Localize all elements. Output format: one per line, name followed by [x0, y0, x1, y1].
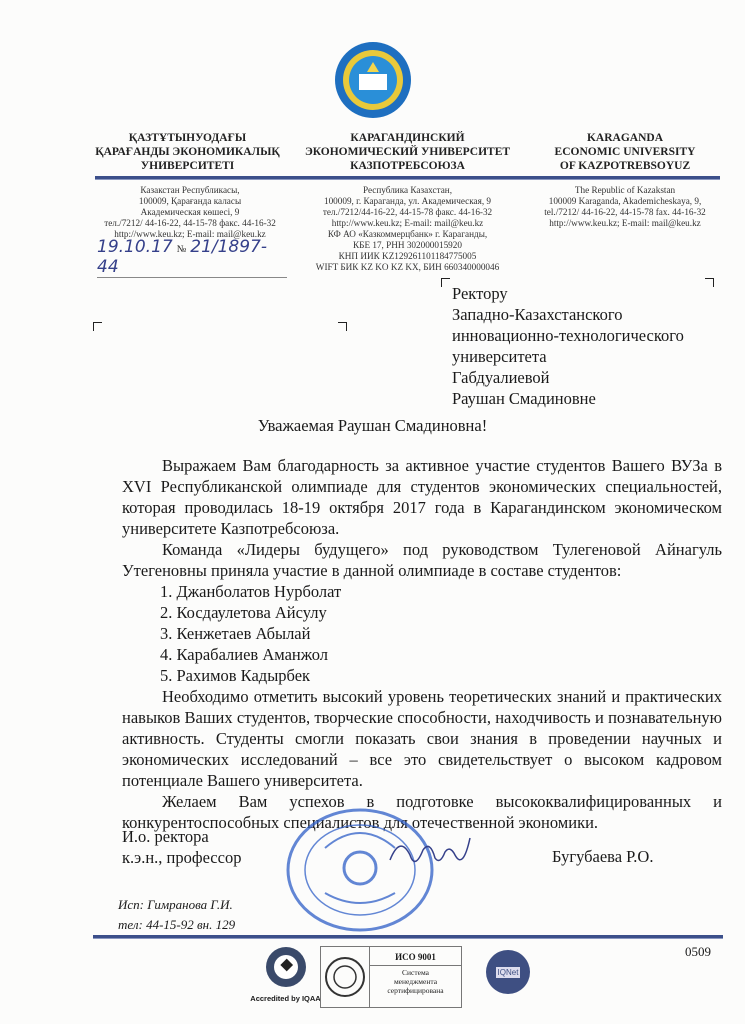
address-line: Республика Казахстан, [362, 185, 453, 195]
address-kz [90, 185, 290, 240]
iso-text-line: Система [402, 968, 429, 977]
kz-name-line: ҚАРАҒАНДЫ ЭКОНОМИКАЛЫҚ [95, 146, 280, 158]
address-line: http://www.keu.kz; E-mail: mail@keu.kz [549, 218, 701, 228]
paragraph: Необходимо отметить высокий уровень теоретических знаний и практических навыков Ваших студентов, творческие способности, находчивость и познавательную активность. Студенты смогли показать свои знания в проведении научных и экономических исследований – все это свидетельствует о высоком кадровом потенциале Вашего университета. [122, 687, 722, 790]
address-line: http://www.keu.kz; E-mail: mail@keu.kz [114, 229, 266, 239]
iqaa-label: Accredited by IQAA [250, 994, 321, 1003]
paragraph: Команда «Лидеры будущего» под руководством Тулегеновой Айнагуль Утегеновны приняла участие в данной олимпиаде в составе студентов: [122, 540, 722, 580]
addressee-line: инновационно-технологического [452, 326, 684, 345]
header-rule [95, 176, 720, 180]
student-item: 2. Косдаулетова Айсулу [160, 603, 327, 622]
signatory-degree: к.э.н., профессор [122, 848, 242, 867]
header-ru [300, 131, 515, 173]
document-code: 0509 [685, 944, 711, 959]
handwritten-number: 21/1897-44 [97, 237, 268, 277]
executor-phone: тел: 44-15-92 вн. 129 [118, 917, 236, 932]
address-line: 100009 Karaganda, Akademicheskaya, 9, [548, 196, 702, 206]
student-item: 1. Джанболатов Нурболат [160, 582, 342, 601]
signatory-name: Бугубаева Р.О. [552, 847, 654, 866]
student-list [122, 581, 722, 686]
en-name-line: KARAGANDA [586, 132, 664, 144]
address-line: тел./7212/44-16-22, 44-15-78 факс. 44-16-32 [322, 207, 493, 217]
en-name-line: OF KAZPOTREBSOYUZ [559, 160, 691, 172]
address-line: КБЕ 17, РНН 302000015920 [353, 240, 462, 250]
address-en [525, 185, 725, 229]
signatory-position: И.о. ректора [122, 827, 209, 846]
corner-mark [93, 322, 102, 331]
address-line: http://www.keu.kz; E-mail: mail@keu.kz [331, 218, 484, 228]
kz-name-line: ҚАЗТҰТЫНУОДАҒЫ [128, 132, 247, 144]
footer-rule [93, 935, 723, 939]
student-item: 3. Кенжетаев Абылай [160, 624, 311, 643]
addressee-line: Габдуалиевой [452, 368, 550, 387]
corner-mark [441, 278, 450, 287]
iso-title: ИСО 9001 [370, 952, 461, 966]
addressee-line: Раушан Смадиновне [452, 389, 596, 408]
letter-body [122, 455, 722, 833]
iso-seal-icon [321, 947, 370, 1007]
iqaa-logo [248, 945, 323, 1003]
iqaa-badge-icon [264, 945, 308, 989]
address-line: Казакстан Республикасы, [140, 185, 240, 195]
addressee-line: университета [452, 347, 547, 366]
student-item: 4. Карабалиев Аманжол [160, 645, 329, 664]
salutation: Уважаемая Раушан Смадиновна! [257, 416, 488, 435]
kz-name-line: УНИВЕРСИТЕТІ [140, 160, 235, 172]
corner-mark [338, 322, 347, 331]
student-item: 5. Рахимов Кадырбек [160, 666, 311, 685]
address-line: 100009, Қарағанда каласы [138, 196, 242, 206]
en-name-line: ECONOMIC UNIVERSITY [554, 146, 696, 158]
addressee-block [452, 283, 684, 409]
address-line: The Republic of Kazakstan [574, 185, 676, 195]
header-en [530, 131, 720, 173]
address-line: КФ АО «Казкоммерцбанк» г. Караганды, [327, 229, 488, 239]
address-line: Академическая көшесі, 9 [140, 207, 240, 217]
ru-name-line: КАЗПОТРЕБСОЮЗА [350, 160, 465, 172]
addressee-line: Ректору [452, 284, 508, 303]
paragraph: Желаем Вам успехов в подготовке высококвалифицированных и конкурентоспособных специалистов для отечественной экономики. [122, 792, 722, 832]
header-kz [95, 131, 280, 173]
ru-name-line: ЭКОНОМИЧЕСКИЙ УНИВЕРСИТЕТ [304, 146, 511, 158]
address-line: КНП ИИК KZ129261101184775005 [338, 251, 477, 261]
handwritten-date: 19.10.17 [97, 237, 173, 257]
corner-mark [705, 278, 714, 287]
iqnet-label: IQNet [497, 967, 519, 977]
paragraph: Выражаем Вам благодарность за активное участие студентов Вашего ВУЗа в XVI Республиканской олимпиаде для студентов экономических специальностей, которая проводилась 18-19 октября 2017 года в Карагандинском экономическом университете Казпотребсоюза. [122, 456, 722, 538]
outgoing-reference [97, 237, 287, 278]
addressee-line: Западно-Казахстанского [452, 305, 623, 324]
iso-text-line: менеджмента [393, 977, 438, 986]
address-line: 100009, г. Караганда, ул. Академическая, 9 [323, 196, 492, 206]
signature-scribble [385, 830, 475, 875]
executor-name: Исп: Гимранова Г.И. [118, 897, 233, 912]
number-sign: № [176, 244, 187, 255]
iqnet-logo [486, 950, 530, 994]
signatory-title [122, 826, 241, 868]
iso-certificate-box [320, 946, 462, 1008]
address-line: tel./7212/ 44-16-22, 44-15-78 fax. 44-16-32 [544, 207, 706, 217]
university-logo [333, 40, 413, 120]
executor-info [118, 895, 235, 935]
address-ru [305, 185, 510, 273]
address-line: WIFT БИК KZ KO KZ KX, БИН 660340000046 [315, 262, 500, 272]
address-line: тел./7212/ 44-16-22, 44-15-78 факс. 44-16-32 [104, 218, 276, 228]
ru-name-line: КАРАГАНДИНСКИЙ [350, 132, 465, 144]
iso-text-line: сертифицирована [387, 986, 444, 995]
